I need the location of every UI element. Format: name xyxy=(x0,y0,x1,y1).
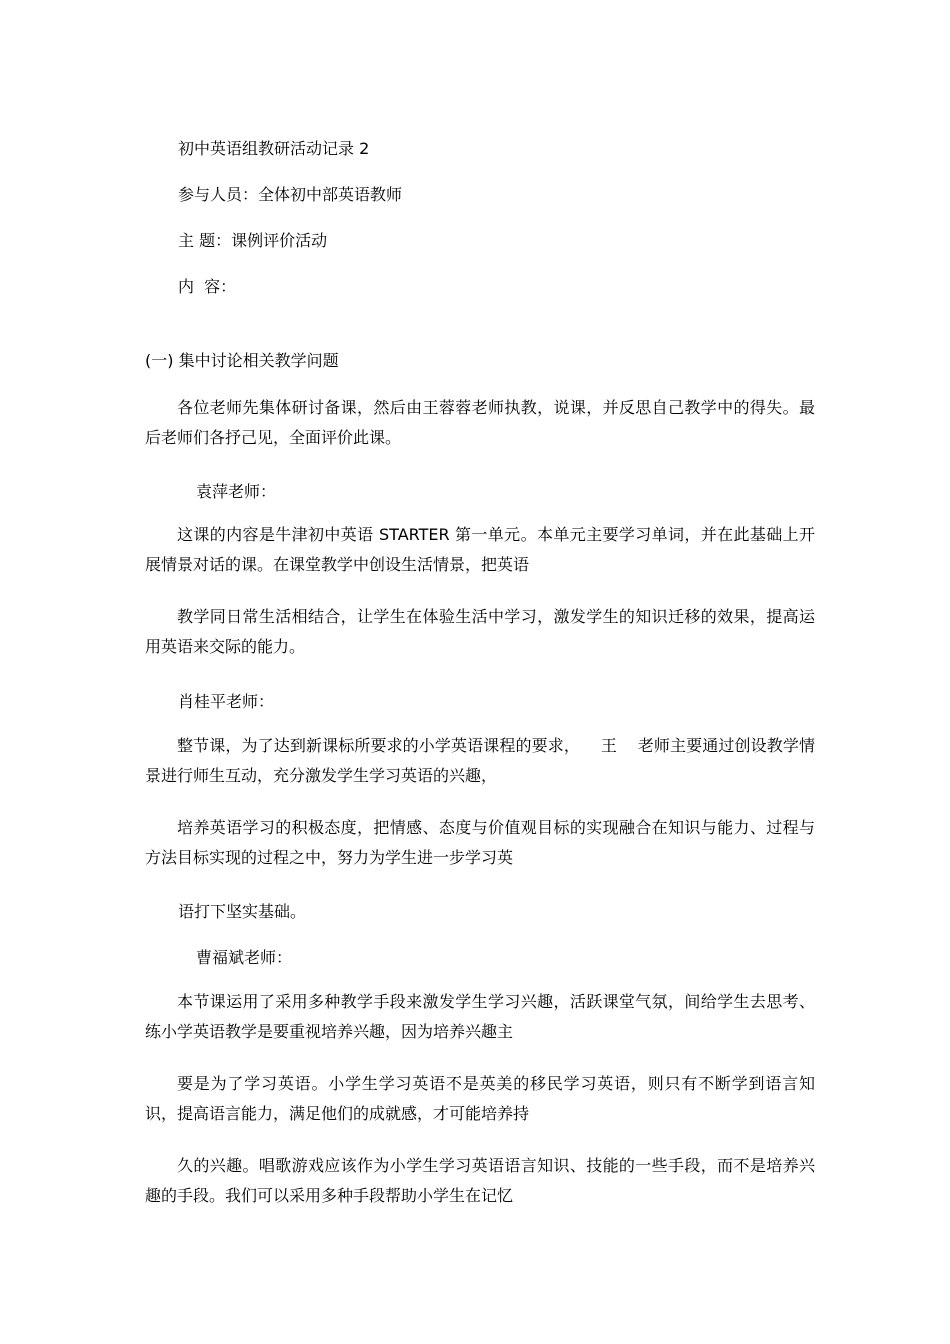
paragraph: 本节课运用了采用多种教学手段来激发学生学习兴趣，活跃课堂气氛，间给学生去思考、练小学英语教学是要重视培养兴趣，因为培养兴趣主 xyxy=(145,992,815,1041)
speaker-name: 曹福斌老师： xyxy=(196,948,293,967)
topic-line: 主 题：课例评价活动 xyxy=(178,231,328,250)
speaker-name: 肖桂平老师： xyxy=(178,692,275,711)
speaker-name: 袁萍老师： xyxy=(196,482,277,501)
paragraph: 要是为了学习英语。小学生学习英语不是英美的移民学习英语，则只有不断学到语言知识，提高语言能力，满足他们的成就感，才可能培养持 xyxy=(145,1074,815,1123)
document-title: 初中英语组教研活动记录 2 xyxy=(178,139,370,158)
content-label: 内 容： xyxy=(178,277,237,296)
intro-paragraph: 各位老师先集体研讨备课，然后由王蓉蓉老师执教，说课，并反思自己教学中的得失。最后老师们各抒己见，全面评价此课。 xyxy=(145,398,815,447)
paragraph: 整节课，为了达到新课标所要求的小学英语课程的要求， 王 老师主要通过创设教学情景进行师生互动，充分激发学生学习英语的兴趣， xyxy=(145,736,815,785)
paragraph: 培养英语学习的积极态度，把情感、态度与价值观目标的实现融合在知识与能力、过程与方法目标实现的过程之中，努力为学生进一步学习英 xyxy=(145,818,815,867)
paragraph: 教学同日常生活相结合，让学生在体验生活中学习，激发学生的知识迁移的效果，提高运用英语来交际的能力。 xyxy=(145,607,815,656)
paragraph: 久的兴趣。唱歌游戏应该作为小学生学习英语语言知识、技能的一些手段，而不是培养兴趣的手段。我们可以采用多种手段帮助小学生在记忆 xyxy=(145,1156,815,1205)
paragraph: 这课的内容是牛津初中英语 STARTER 第一单元。本单元主要学习单词，并在此基础上开展情景对话的课。在课堂教学中创设生活情景，把英语 xyxy=(145,525,815,574)
paragraph: 语打下坚实基础。 xyxy=(178,902,307,921)
participants-line: 参与人员：全体初中部英语教师 xyxy=(178,185,403,204)
section-heading: (一) 集中讨论相关教学问题 xyxy=(145,351,339,370)
